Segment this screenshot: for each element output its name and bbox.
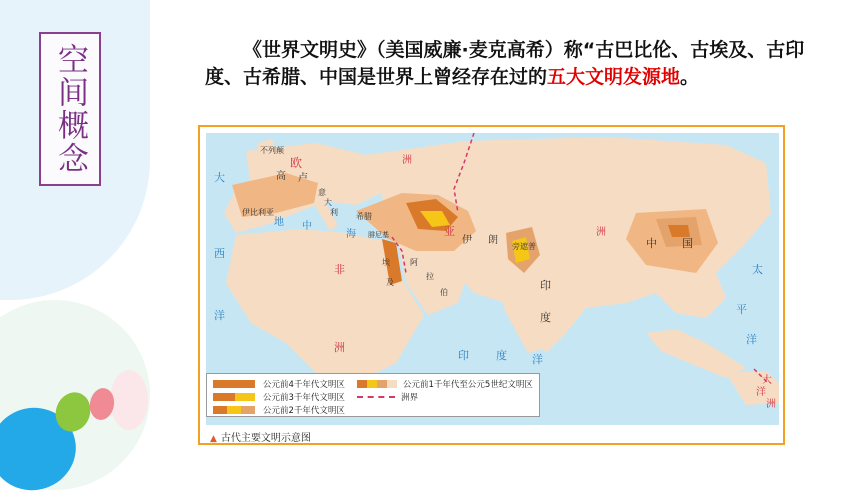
legend-label-2nd: 公元前2千年代文明区: [263, 406, 345, 416]
legend-label-4th: 公元前4千年代文明区: [263, 380, 345, 390]
label-med-1: 地: [274, 217, 284, 228]
intro-paragraph: [205, 37, 805, 91]
legend-swatch-2nd-a: [213, 406, 227, 414]
label-indian-ocean-3: 洋: [532, 354, 543, 366]
label-pacific-3: 洋: [746, 334, 757, 346]
label-indian-ocean-1: 印: [458, 350, 469, 362]
legend-swatch-3rd-b: [235, 393, 255, 401]
label-pacific-1: 太: [752, 264, 763, 276]
legend-label-1st: 公元前1千年代至公元5世纪文明区: [403, 380, 533, 390]
label-iran-2: 朗: [488, 235, 498, 246]
legend-item-2nd-millennium: [213, 404, 345, 416]
caption-triangle-icon: ▲: [210, 434, 217, 444]
label-med-3: 海: [346, 229, 356, 240]
label-punjab: 旁遮普: [512, 242, 536, 251]
label-oceania-3: 洲: [766, 399, 776, 410]
label-pacific-2: 平: [736, 304, 747, 316]
legend-swatch-1st-a: [357, 380, 367, 388]
label-egypt-1: 埃: [382, 258, 390, 267]
label-asia-zhou: 洲: [596, 227, 606, 238]
label-italy-3: 利: [330, 208, 338, 217]
map-caption: [210, 429, 311, 444]
label-egypt-2: 及: [386, 278, 394, 287]
legend-item-3rd-millennium: [213, 391, 345, 403]
legend-swatch-4th: [213, 380, 255, 388]
label-asia-ya: 亚: [444, 226, 455, 238]
legend-label-3rd: 公元前3千年代文明区: [263, 393, 345, 403]
label-africa-zhou: 洲: [334, 342, 345, 354]
legend-item-boundary: [357, 391, 418, 403]
paragraph-end: 。: [680, 66, 700, 88]
map-legend: [206, 373, 540, 417]
label-atlantic-1: 大: [214, 172, 225, 184]
legend-swatch-2nd-b: [227, 406, 241, 414]
legend-item-4th-millennium: [213, 378, 345, 390]
legend-label-boundary: 洲界: [401, 393, 419, 403]
label-europe-ou: 欧: [290, 156, 303, 170]
legend-swatch-3rd-a: [213, 393, 235, 401]
label-arabia-2: 拉: [426, 272, 434, 281]
label-africa-fei: 非: [334, 264, 345, 276]
concept-label: 空间概念: [52, 43, 88, 175]
label-gaul-1: 高: [276, 171, 286, 182]
label-china-2: 国: [682, 238, 693, 250]
label-med-2: 中: [302, 221, 312, 232]
label-gaul-2: 卢: [298, 173, 308, 184]
label-iberia: 伊比利亚: [242, 208, 274, 217]
label-india-2: 度: [540, 312, 551, 324]
map-frame: [198, 125, 785, 445]
paragraph-highlight: 五大文明发源地: [547, 66, 681, 88]
label-greece: 希腊: [356, 212, 372, 221]
legend-swatch-1st-b: [367, 380, 377, 388]
label-arabia-3: 伯: [440, 288, 448, 297]
label-oceania-2: 洋: [756, 387, 766, 398]
label-phoenicia: 腓尼基: [368, 231, 389, 239]
label-iran-1: 伊: [462, 235, 472, 246]
legend-swatch-1st-c: [377, 380, 387, 388]
legend-boundary-line: [357, 396, 395, 398]
label-italy-2: 大: [324, 198, 332, 207]
label-oceania-1: 大: [762, 375, 772, 386]
concept-box: [39, 32, 101, 186]
legend-swatch-2nd-c: [241, 406, 255, 414]
caption-text: 古代主要文明示意图: [220, 433, 311, 444]
label-indian-ocean-2: 度: [496, 350, 507, 362]
label-atlantic-3: 洋: [214, 310, 225, 322]
label-europe-zhou: 洲: [402, 155, 412, 166]
label-italy-1: 意: [318, 188, 326, 197]
label-arabia-1: 阿: [410, 258, 418, 267]
label-india-1: 印: [540, 280, 551, 292]
legend-swatch-1st-d: [387, 380, 397, 388]
decor-pale-blob: [110, 370, 148, 430]
legend-item-1st-millennium: [357, 378, 533, 390]
paragraph-text: 《世界文明史》（美国威廉·麦克高希）称“古巴比伦、古埃及、古印度、古希腊、中国是世界上曾经存在过的: [205, 39, 805, 88]
label-atlantic-2: 西: [214, 248, 225, 260]
label-china-1: 中: [646, 238, 657, 250]
label-britain: 不列颠: [260, 146, 284, 155]
